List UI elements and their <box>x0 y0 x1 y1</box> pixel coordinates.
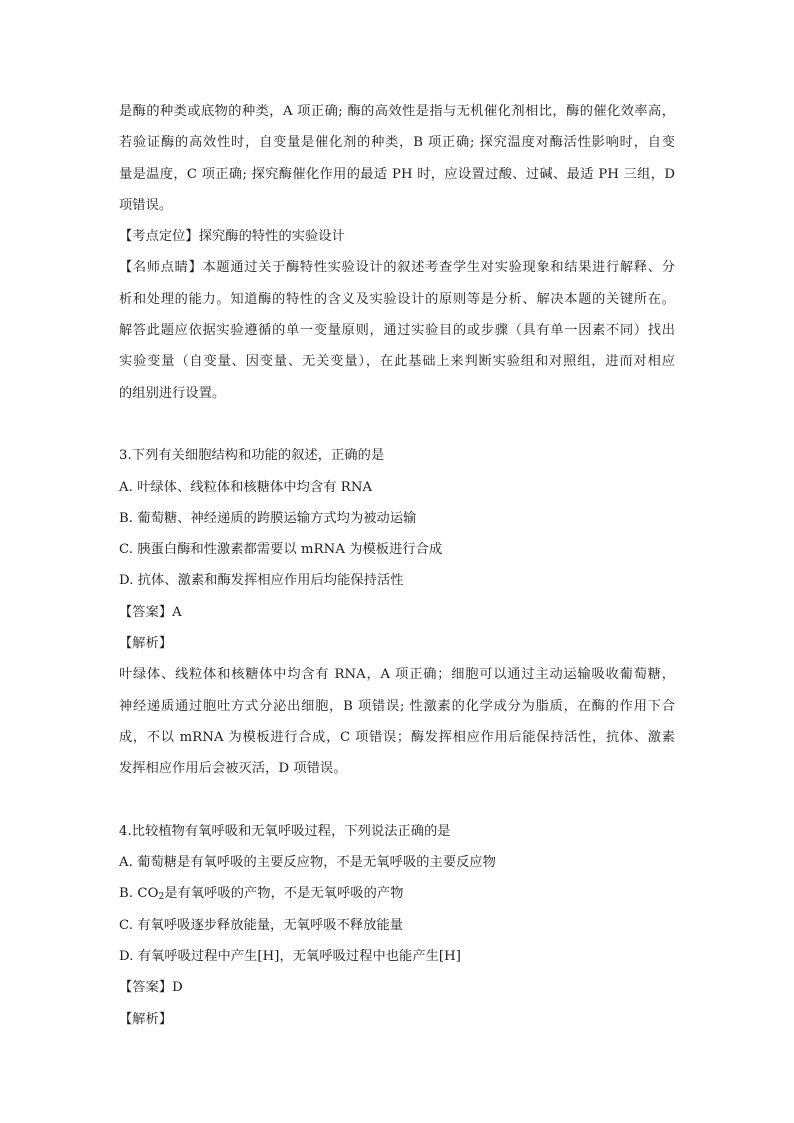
option-a: A. 葡萄糖是有氧呼吸的主要反应物，不是无氧呼吸的主要反应物 <box>119 855 496 871</box>
option-b <box>119 878 675 909</box>
question-stem: 4.比较植物有氧呼吸和无氧呼吸过程，下列说法正确的是 <box>119 823 451 839</box>
text-line: 项错误。 <box>119 197 173 213</box>
subscript-2: 2 <box>158 892 165 903</box>
option-d: D. 有氧呼吸过程中产生[H]，无氧呼吸过程中也能产生[H] <box>119 949 462 965</box>
text-line: 实验变量（自变量、因变量、无关变量），在此基础上来判断实验组和对照组，进而对相应 <box>119 354 675 370</box>
option-b: B. 葡萄糖、神经递质的跨膜运输方式均为被动运输 <box>119 510 417 526</box>
text-line: 量是温度，C 项正确; 探究酶催化作用的最适 PH 时，应设置过酸、过碱、最适 PH 三组，D <box>119 166 675 182</box>
analysis-line: 发挥相应作用后会被灭活，D 项错误。 <box>119 761 347 777</box>
text-line: 析和处理的能力。知道酶的特性的含义及实验设计的原则等是分析、解决本题的关键所在。 <box>119 291 675 307</box>
spacer <box>119 409 675 440</box>
analysis-line: 神经递质通过胞吐方式分泌出细胞，B 项错误; 性激素的化学成分为脂质，在酶的作用下合 <box>119 698 675 714</box>
analysis-line: 叶绿体、线粒体和核糖体中均含有 RNA，A 项正确；细胞可以通过主动运输吸收葡萄糖， <box>119 667 675 683</box>
option-b-prefix: B. CO <box>119 886 159 902</box>
question-stem: 3.下列有关细胞结构和功能的叙述，正确的是 <box>119 448 385 464</box>
option-a: A. 叶绿体、线粒体和核糖体中均含有 RNA <box>119 479 373 495</box>
option-c: C. 胰蛋白酶和性激素都需要以 mRNA 为模板进行合成 <box>119 542 443 558</box>
text-line: 的组别进行设置。 <box>119 385 226 401</box>
text-line: 若验证酶的高效性时，自变量是催化剂的种类，B 项正确; 探究温度对酶活性影响时，自变 <box>119 135 675 151</box>
analysis-line: 成，不以 mRNA 为模板进行合成，C 项错误；酶发挥相应作用后能保持活性，抗体、激素 <box>119 729 675 745</box>
analysis-label: 【解析】 <box>119 636 173 652</box>
text-line: 解答此题应依据实验遵循的单一变量原则，通过实验目的或步骤（具有单一因素不同）找出 <box>119 323 675 339</box>
spacer <box>119 785 675 816</box>
document-page <box>119 96 675 1035</box>
option-c: C. 有氧呼吸逐步释放能量，无氧呼吸不释放能量 <box>119 917 404 933</box>
answer-line: 【答案】A <box>119 604 182 620</box>
option-d: D. 抗体、激素和酶发挥相应作用后均能保持活性 <box>119 573 404 589</box>
mingshi-line: 【名师点睛】本题通过关于酶特性实验设计的叙述考查学生对实验现象和结果进行解释、分 <box>119 260 675 276</box>
option-b-text: 是有氧呼吸的产物，不是无氧呼吸的产物 <box>164 886 404 902</box>
analysis-label: 【解析】 <box>119 1011 173 1027</box>
question-4 <box>119 816 675 1035</box>
text-line: 是酶的种类或底物的种类，A 项正确; 酶的高效性是指与无机催化剂相比，酶的催化效率高， <box>119 104 675 119</box>
answer-line: 【答案】D <box>119 980 183 996</box>
kaodian-line: 【考点定位】探究酶的特性的实验设计 <box>119 229 345 245</box>
prev-question-analysis <box>119 96 675 409</box>
question-3 <box>119 440 675 784</box>
